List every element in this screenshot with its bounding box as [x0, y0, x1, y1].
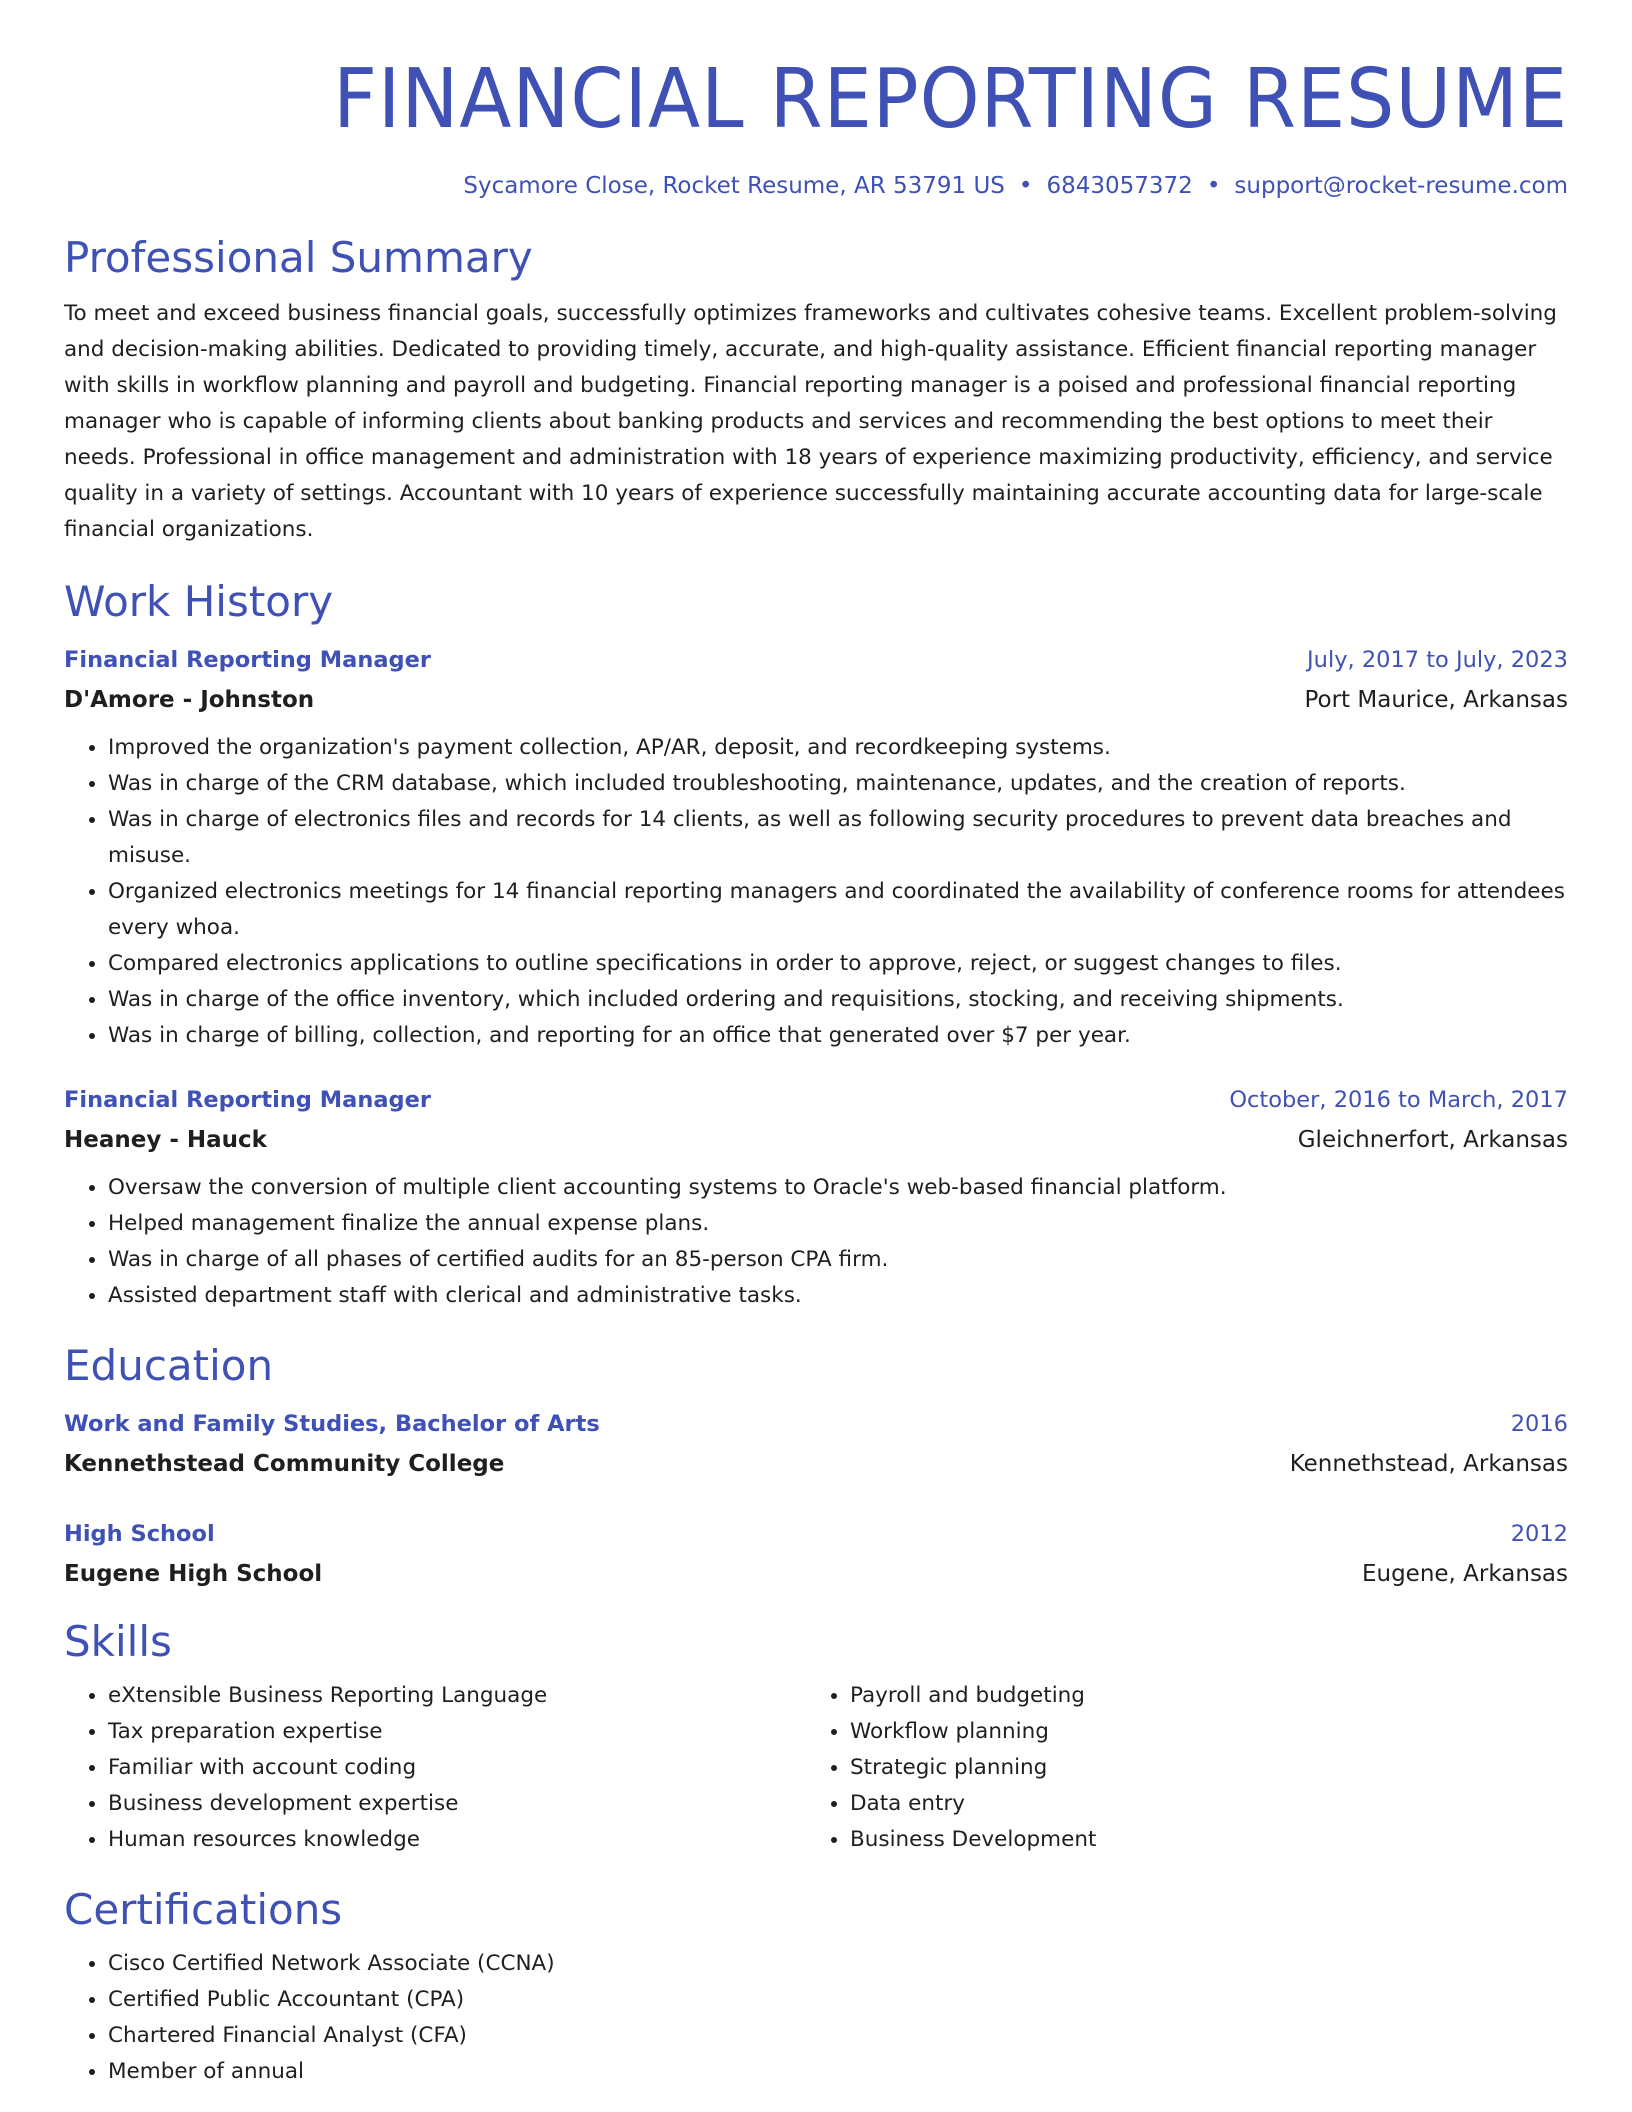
certification-item: • Member of annual [108, 2054, 1568, 2090]
job-bullets [64, 730, 1568, 1054]
education-degree: Work and Family Studies, Bachelor of Arts [64, 1411, 600, 1437]
job-entry [64, 640, 1568, 1054]
skill-item: • Tax preparation expertise [108, 1714, 806, 1750]
job-dates: October, 2016 to March, 2017 [1229, 1087, 1568, 1113]
education-school-row [64, 1554, 1568, 1594]
section-title-work-history: Work History [64, 577, 334, 626]
education-location: Kennethstead, Arkansas [1289, 1451, 1568, 1477]
job-bullet: • Helped management finalize the annual expense plans. [108, 1206, 1568, 1242]
education-school-row [64, 1444, 1568, 1484]
resume-title: FINANCIAL REPORTING RESUME [333, 52, 1568, 147]
skill-item: • Business Development [850, 1822, 1568, 1858]
section-title-skills: Skills [64, 1617, 172, 1666]
education-school: Kennethstead Community College [64, 1451, 505, 1477]
contact-separator: • [1206, 173, 1221, 199]
job-location: Gleichnerfort, Arkansas [1297, 1127, 1568, 1153]
contact-address: Sycamore Close, Rocket Resume, AR 53791 US [463, 173, 1005, 199]
education-degree: High School [64, 1521, 215, 1547]
job-location: Port Maurice, Arkansas [1304, 687, 1568, 713]
skill-item: • Payroll and budgeting [850, 1678, 1568, 1714]
summary-section [64, 232, 1568, 548]
education-year: 2012 [1510, 1521, 1568, 1547]
job-bullets [64, 1170, 1568, 1314]
skill-item: • Data entry [850, 1786, 1568, 1822]
job-company: Heaney - Hauck [64, 1127, 267, 1153]
job-entry [64, 1080, 1568, 1314]
education-entry [64, 1514, 1568, 1594]
skill-item: • Familiar with account coding [108, 1750, 806, 1786]
resume-header [64, 0, 1568, 202]
contact-email[interactable]: support@rocket-resume.com [1234, 173, 1568, 199]
certification-item: • Chartered Financial Analyst (CFA) [108, 2018, 1568, 2054]
skills-list-left [64, 1678, 806, 1858]
job-title-row [64, 1080, 1568, 1120]
section-title-certifications: Certifications [64, 1885, 343, 1934]
contact-line [64, 170, 1568, 202]
skill-item: • eXtensible Business Reporting Language [108, 1678, 806, 1714]
job-bullet: • Was in charge of the office inventory, which included ordering and requisitions, stocking, and receiving shipments. [108, 982, 1568, 1018]
education-degree-row [64, 1514, 1568, 1554]
job-bullet: • Organized electronics meetings for 14 financial reporting managers and coordinated the availability of conference rooms for attendees every whoa. [108, 874, 1568, 946]
skill-item: • Workflow planning [850, 1714, 1568, 1750]
job-title-row [64, 640, 1568, 680]
job-bullet: • Improved the organization's payment collection, AP/AR, deposit, and recordkeeping systems. [108, 730, 1568, 766]
skills-list-right [806, 1678, 1568, 1858]
education-location: Eugene, Arkansas [1361, 1561, 1568, 1587]
job-bullet: • Compared electronics applications to outline specifications in order to approve, reject, or suggest changes to files. [108, 946, 1568, 982]
education-year: 2016 [1510, 1411, 1568, 1437]
job-position: Financial Reporting Manager [64, 1087, 431, 1113]
skill-item: • Strategic planning [850, 1750, 1568, 1786]
skills-column-right [806, 1678, 1568, 1858]
job-bullet: • Oversaw the conversion of multiple client accounting systems to Oracle's web-based financial platform. [108, 1170, 1568, 1206]
education-section [64, 1340, 1568, 1594]
summary-text: To meet and exceed business financial goals, successfully optimizes frameworks and cultivates cohesive teams. Excellent problem-solving and decision-making abilities. Dedicated to providing timely, accurate, and high-quality assistance. Efficient financial reporting manager with skills in workflow planning and payroll and budgeting. Financial reporting manager is a poised and professional financial reporting manager who is capable of informing clients about banking products and services and recommending the best options to meet their needs. Professional in office management and administration with 18 years of experience maximizing productivity, efficiency, and service quality in a variety of settings. Accountant with 10 years of experience successfully maintaining accurate accounting data for large-scale financial organizations. [64, 301, 1557, 542]
job-bullet: • Was in charge of all phases of certified audits for an 85-person CPA firm. [108, 1242, 1568, 1278]
certifications-section [64, 1884, 1568, 2090]
job-company: D'Amore - Johnston [64, 687, 315, 713]
certification-item: • Certified Public Accountant (CPA) [108, 1982, 1568, 2018]
section-title-education: Education [64, 1341, 274, 1390]
certification-item: • Cisco Certified Network Associate (CCNA) [108, 1946, 1568, 1982]
contact-phone: 6843057372 [1046, 173, 1193, 199]
certifications-list [64, 1946, 1568, 2090]
job-company-row [64, 1120, 1568, 1160]
skills-column-left [64, 1678, 806, 1858]
education-entry [64, 1404, 1568, 1484]
job-bullet: • Was in charge of electronics files and records for 14 clients, as well as following security procedures to prevent data breaches and misuse. [108, 802, 1568, 874]
job-dates: July, 2017 to July, 2023 [1307, 647, 1568, 673]
education-school: Eugene High School [64, 1561, 323, 1587]
job-bullet: • Assisted department staff with clerical and administrative tasks. [108, 1278, 1568, 1314]
skills-section [64, 1616, 1568, 1858]
skill-item: • Business development expertise [108, 1786, 806, 1822]
work-history-section [64, 576, 1568, 1314]
contact-separator: • [1018, 173, 1033, 199]
section-title-summary: Professional Summary [64, 233, 533, 282]
education-degree-row [64, 1404, 1568, 1444]
job-company-row [64, 680, 1568, 720]
job-bullet: • Was in charge of the CRM database, which included troubleshooting, maintenance, updates, and the creation of reports. [108, 766, 1568, 802]
job-bullet: • Was in charge of billing, collection, and reporting for an office that generated over $7 per year. [108, 1018, 1568, 1054]
job-position: Financial Reporting Manager [64, 647, 431, 673]
skills-grid [64, 1678, 1568, 1858]
skill-item: • Human resources knowledge [108, 1822, 806, 1858]
